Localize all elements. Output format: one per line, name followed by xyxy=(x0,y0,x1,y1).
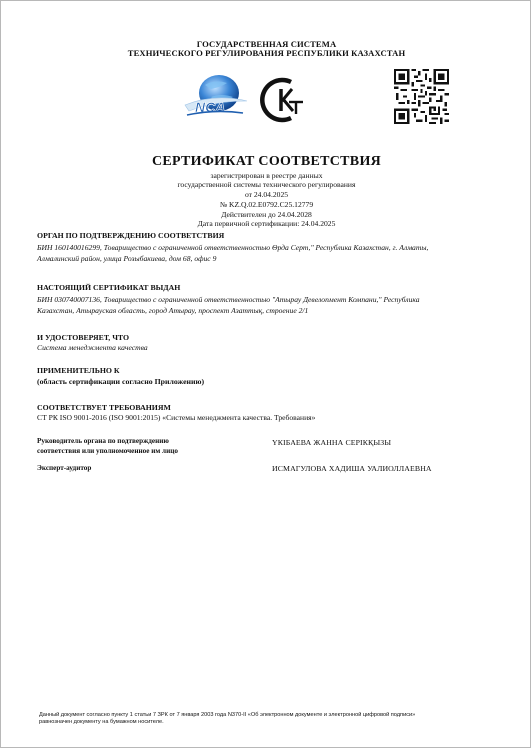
body-org-line-2: Алмалинский район, улица Розыбакиева, дом 68, офис 9 xyxy=(37,254,217,263)
issued-to-line-2: Казахстан, Атырауская область, город Атырау, проспект Азаттық, строение 2/1 xyxy=(37,306,309,315)
nca-logo-text: NCA xyxy=(195,99,226,115)
body-org-line-1: БИН 160140016299, Товарищество с ограниченной ответственностью Ѳрда Серт," Республика Казахстан, г. Алматы, xyxy=(37,243,429,252)
applicable-sublabel: (область сертификации согласно Приложению) xyxy=(37,377,205,386)
nca-logo xyxy=(181,71,249,123)
registered-line-2: государственной системы технического регулирования xyxy=(177,180,356,189)
expert-label: Эксперт-аудитор xyxy=(37,464,92,472)
header-line-1: ГОСУДАРСТВЕННАЯ СИСТЕМА xyxy=(196,39,337,49)
registered-line-1: зарегистрирован в реестре данных xyxy=(210,171,323,180)
issued-to-label: НАСТОЯЩИЙ СЕРТИФИКАТ ВЫДАН xyxy=(37,283,181,292)
legal-footer xyxy=(39,712,499,726)
first-certification-date: Дата первичной сертификации: 24.04.2025 xyxy=(197,219,336,228)
head-signature-label-2: соответствия или уполномоченное им лицо xyxy=(37,447,178,455)
head-signature-label-1: Руководитель органа по подтверждению xyxy=(37,437,169,445)
applicable-label: ПРИМЕНИТЕЛЬНО К xyxy=(37,366,120,375)
body-org-label: ОРГАН ПО ПОДТВЕРЖДЕНИЮ СООТВЕТСТВИЯ xyxy=(37,231,225,240)
header-line-2: ТЕХНИЧЕСКОГО РЕГУЛИРОВАНИЯ РЕСПУБЛИКИ КАЗАХСТАН xyxy=(127,48,406,58)
certificate-number: № KZ.Q.02.E0792.C25.12779 xyxy=(219,200,314,209)
certifies-text: Система менеджмента качества xyxy=(37,343,148,352)
certificate-title: СЕРТИФИКАТ СООТВЕТСТВИЯ xyxy=(151,154,382,169)
certifies-label: И УДОСТОВЕРЯЕТ, ЧТО xyxy=(37,333,130,342)
expert-name: ИСМАГУЛОВА ХАДИША УАЛИОЛЛАЕВНА xyxy=(272,464,432,473)
footer-line-1: Данный документ согласно пункту 1 статьи 7 ЗРК от 7 января 2003 года N370-II «Об электронном документе и электронной цифровой подписи» xyxy=(39,712,416,718)
conforms-text: СТ РК ISO 9001-2016 (ISO 9001:2015) «Системы менеджмента качества. Требования» xyxy=(37,413,316,422)
kz-conformity-mark xyxy=(257,74,307,126)
head-signature-name: ҮКІБАЕВА ЖАННА СЕРІКҚЫЗЫ xyxy=(272,438,392,447)
conforms-label: СООТВЕТСТВУЕТ ТРЕБОВАНИЯМ xyxy=(37,403,171,412)
certificate-date: от 24.04.2025 xyxy=(244,190,289,199)
footer-line-2: равнозначен документу на бумажном носителе. xyxy=(39,719,164,725)
valid-until: Действителен до 24.04.2028 xyxy=(221,210,312,219)
qr-code xyxy=(394,69,449,124)
issued-to-line-1: БИН 030740007136, Товарищество с ограниченной ответственностью "Атырау Девелопмент Компани," Республика xyxy=(37,295,420,304)
